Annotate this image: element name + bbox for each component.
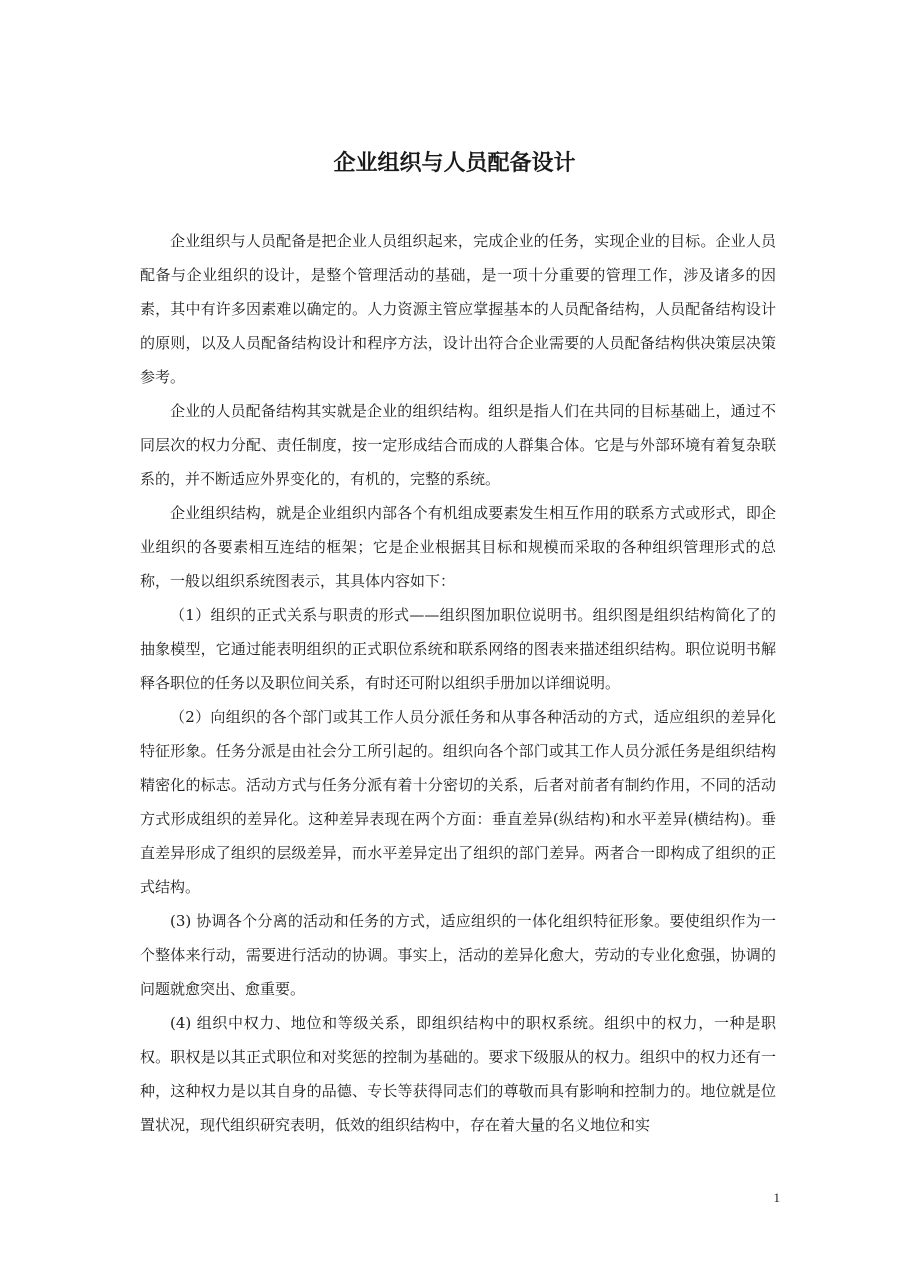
page-title: 企业组织与人员配备设计	[333, 150, 576, 176]
paragraph-item-3: (3) 协调各个分离的活动和任务的方式，适应组织的一体化组织特征形象。要使组织作为一个整体来行动，需要进行活动的协调。事实上，活动的差异化愈大，劳动的专业化愈强，协调的问题就愈突出、愈重要。	[140, 912, 776, 998]
paragraph-item-2: （2）向组织的各个部门或其工作人员分派任务和从事各种活动的方式，适应组织的差异化特征形象。任务分派是由社会分工所引起的。组织向各个部门或其工作人员分派任务是组织结构精密化的标志。活动方式与任务分派有着十分密切的关系，后者对前者有制约作用，不同的活动方式形成组织的差异化。这种差异表现在两个方面：垂直差异(纵结构)和水平差异(横结构)。垂直差异形成了组织的层级差异，而水平差异定出了组织的部门差异。两者合一即构成了组织的正式结构。	[140, 708, 776, 896]
paragraph-item-1: （1）组织的正式关系与职责的形式——组织图加职位说明书。组织图是组织结构简化了的抽象模型，它通过能表明组织的正式职位系统和联系网络的图表来描述组织结构。职位说明书解释各职位的任务以及职位间关系，有时还可附以组织手册加以详细说明。	[140, 606, 776, 692]
paragraph-organization-structure: 企业组织结构，就是企业组织内部各个有机组成要素发生相互作用的联系方式或形式，即企业组织的各要素相互连结的框架；它是企业根据其目标和规模而采取的各种组织管理形式的总称，一般以组织系统图表示，其具体内容如下：	[140, 504, 776, 590]
document-body	[140, 224, 776, 1142]
paragraph-structure-definition: 企业的人员配备结构其实就是企业的组织结构。组织是指人们在共同的目标基础上，通过不同层次的权力分配、责任制度，按一定形成结合而成的人群集合体。它是与外部环境有着复杂联系的，并不断适应外界变化的，有机的，完整的系统。	[140, 402, 776, 488]
paragraph-intro: 企业组织与人员配备是把企业人员组织起来，完成企业的任务，实现企业的目标。企业人员配备与企业组织的设计，是整个管理活动的基础，是一项十分重要的管理工作，涉及诸多的因素，其中有许多因素难以确定的。人力资源主管应掌握基本的人员配备结构，人员配备结构设计的原则，以及人员配备结构设计和程序方法，设计出符合企业需要的人员配备结构供决策层决策参考。	[140, 232, 776, 386]
paragraph-item-4: (4) 组织中权力、地位和等级关系，即组织结构中的职权系统。组织中的权力，一种是职权。职权是以其正式职位和对奖惩的控制为基础的。要求下级服从的权力。组织中的权力还有一种，这种权力是以其自身的品德、专长等获得同志们的尊敬而具有影响和控制力的。地位就是位置状况，现代组织研究表明，低效的组织结构中，存在着大量的名义地位和实	[140, 1014, 776, 1134]
page-number: 1	[773, 1190, 780, 1205]
